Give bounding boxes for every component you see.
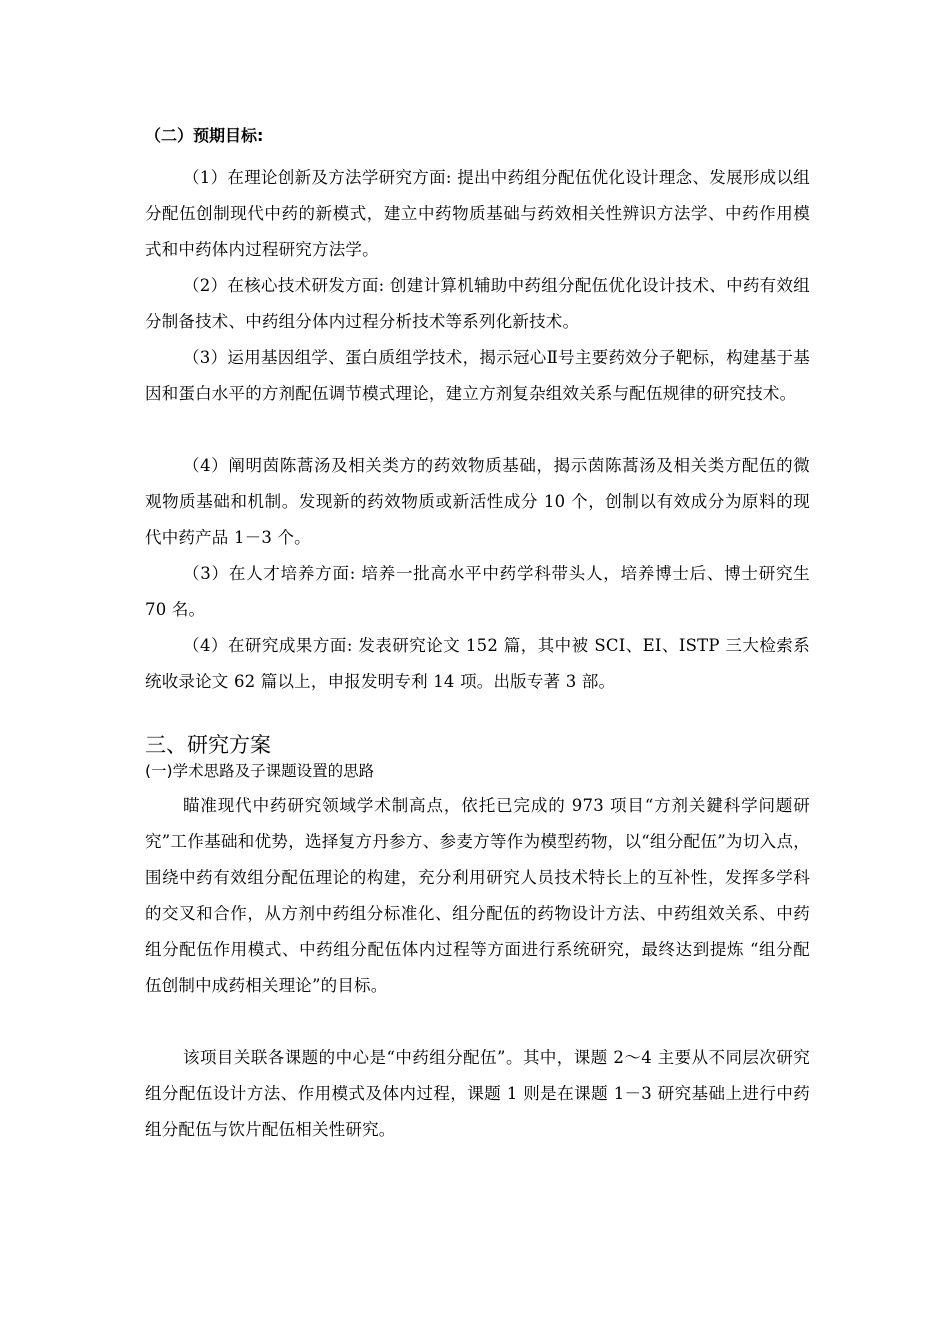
research-plan-subheading: (一)学术思路及子课题设置的思路 xyxy=(145,762,375,780)
goal-item-6: （4）在研究成果方面: 发表研究论文 152 篇，其中被 SCI、EI、ISTP 三大检索系统收录论文 62 篇以上，申报发明专利 14 项。出版专著 3 部。 xyxy=(145,636,810,691)
plan-paragraph-2: 该项目关联各课题的中心是“中药组分配伍”。其中，课题 2～4 主要从不同层次研究组分配伍设计方法、作用模式及体内过程，课题 1 则是在课题 1－3 研究基础上进行中药组分配伍与饮片配伍相关性研究。 xyxy=(145,1048,810,1139)
plan-paragraph-1: 瞄准现代中药研究领域学术制高点，依托已完成的 973 项目“方剂关鍵科学问题研究”工作基础和优势，选择复方丹参方、参麦方等作为模型药物，以“组分配伍”为切入点，围绕中药有效组分配伍理论的构建，充分利用研究人员技术特长上的互补性，发挥多学科的交叉和合作，从方剂中药组分标准化、组分配伍的药物设计方法、中药组效关系、中药组分配伍作用模式、中药组分配伍体内过程等方面进行系统研究，最终达到提炼 “组分配伍创制中成药相关理论”的目标。 xyxy=(145,796,810,995)
goal-item-2: （2）在核心技术研发方面: 创建计算机辅助中药组分配伍优化设计技术、中药有效组分制备技术、中药组分体内过程分析技术等系列化新技术。 xyxy=(145,276,810,331)
goals-heading: （二）预期目标: xyxy=(145,126,264,145)
research-plan-title: 三、研究方案 xyxy=(145,733,271,757)
goal-item-4: （4）阐明茵陈蒿汤及相关类方的药效物质基础，揭示茵陈蒿汤及相关类方配伍的微观物质基础和机制。发现新的药效物质或新活性成分 10 个，创制以有效成分为原料的现代中药产品 1－3 个。 xyxy=(145,456,810,547)
goal-item-5: （3）在人才培养方面: 培养一批高水平中药学科带头人，培养博士后、博士研究生 70 名。 xyxy=(145,564,810,619)
goal-item-1: （1）在理论创新及方法学研究方面: 提出中药组分配伍优化设计理念、发展形成以组分配伍创制现代中药的新模式，建立中药物质基础与药效相关性辨识方法学、中药作用模式和中药体内过程研究方法学。 xyxy=(145,168,810,259)
goal-item-3: （3）运用基因组学、蛋白质组学技术，揭示冠心Ⅱ号主要药效分子靶标，构建基于基因和蛋白水平的方剂配伍调节模式理论，建立方剂复杂组效关系与配伍规律的研究技术。 xyxy=(145,348,810,403)
